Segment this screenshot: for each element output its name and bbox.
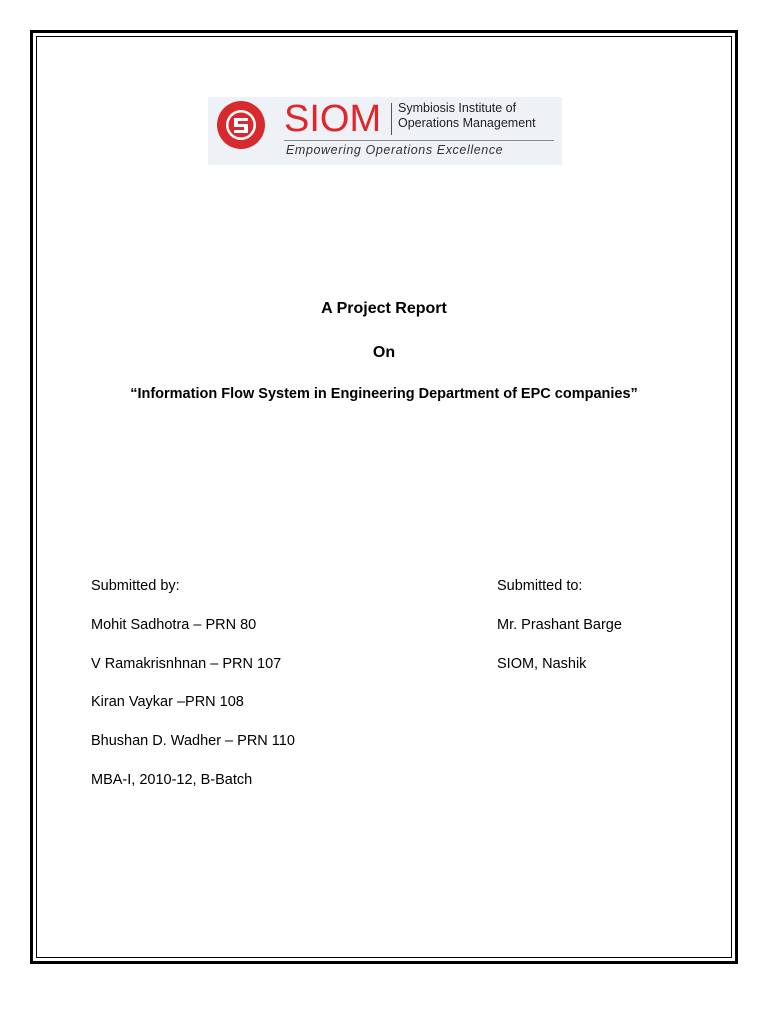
institute-location: SIOM, Nashik bbox=[497, 655, 587, 672]
submitted-by-label: Submitted by: bbox=[91, 578, 180, 594]
page-border-inner bbox=[36, 36, 732, 958]
logo-name-line-1: Symbiosis Institute of bbox=[398, 101, 517, 115]
university-seal-icon bbox=[216, 100, 266, 150]
report-heading: A Project Report bbox=[321, 300, 447, 317]
batch-info: MBA-I, 2010-12, B-Batch bbox=[91, 771, 253, 788]
submitted-by-block bbox=[91, 578, 295, 811]
report-on: On bbox=[372, 344, 396, 361]
member-item: Bhushan D. Wadher – PRN 110 bbox=[91, 733, 295, 750]
member-item: Mohit Sadhotra – PRN 80 bbox=[91, 616, 257, 633]
logo-rule bbox=[284, 140, 554, 141]
project-title: “Information Flow System in Engineering Department of EPC companies” bbox=[130, 386, 638, 402]
submitted-to-label: Submitted to: bbox=[497, 578, 583, 594]
logo-divider bbox=[391, 103, 392, 135]
guide-name: Mr. Prashant Barge bbox=[497, 616, 622, 633]
member-item: V Ramakrisnhnan – PRN 107 bbox=[91, 655, 282, 672]
logo-tagline: Empowering Operations Excellence bbox=[286, 143, 504, 157]
institute-logo bbox=[208, 97, 562, 165]
logo-name-line-2: Operations Management bbox=[398, 116, 536, 130]
submitted-to-block bbox=[497, 578, 622, 694]
member-item: Kiran Vaykar –PRN 108 bbox=[91, 694, 244, 711]
logo-acronym: SIOM bbox=[284, 98, 382, 140]
